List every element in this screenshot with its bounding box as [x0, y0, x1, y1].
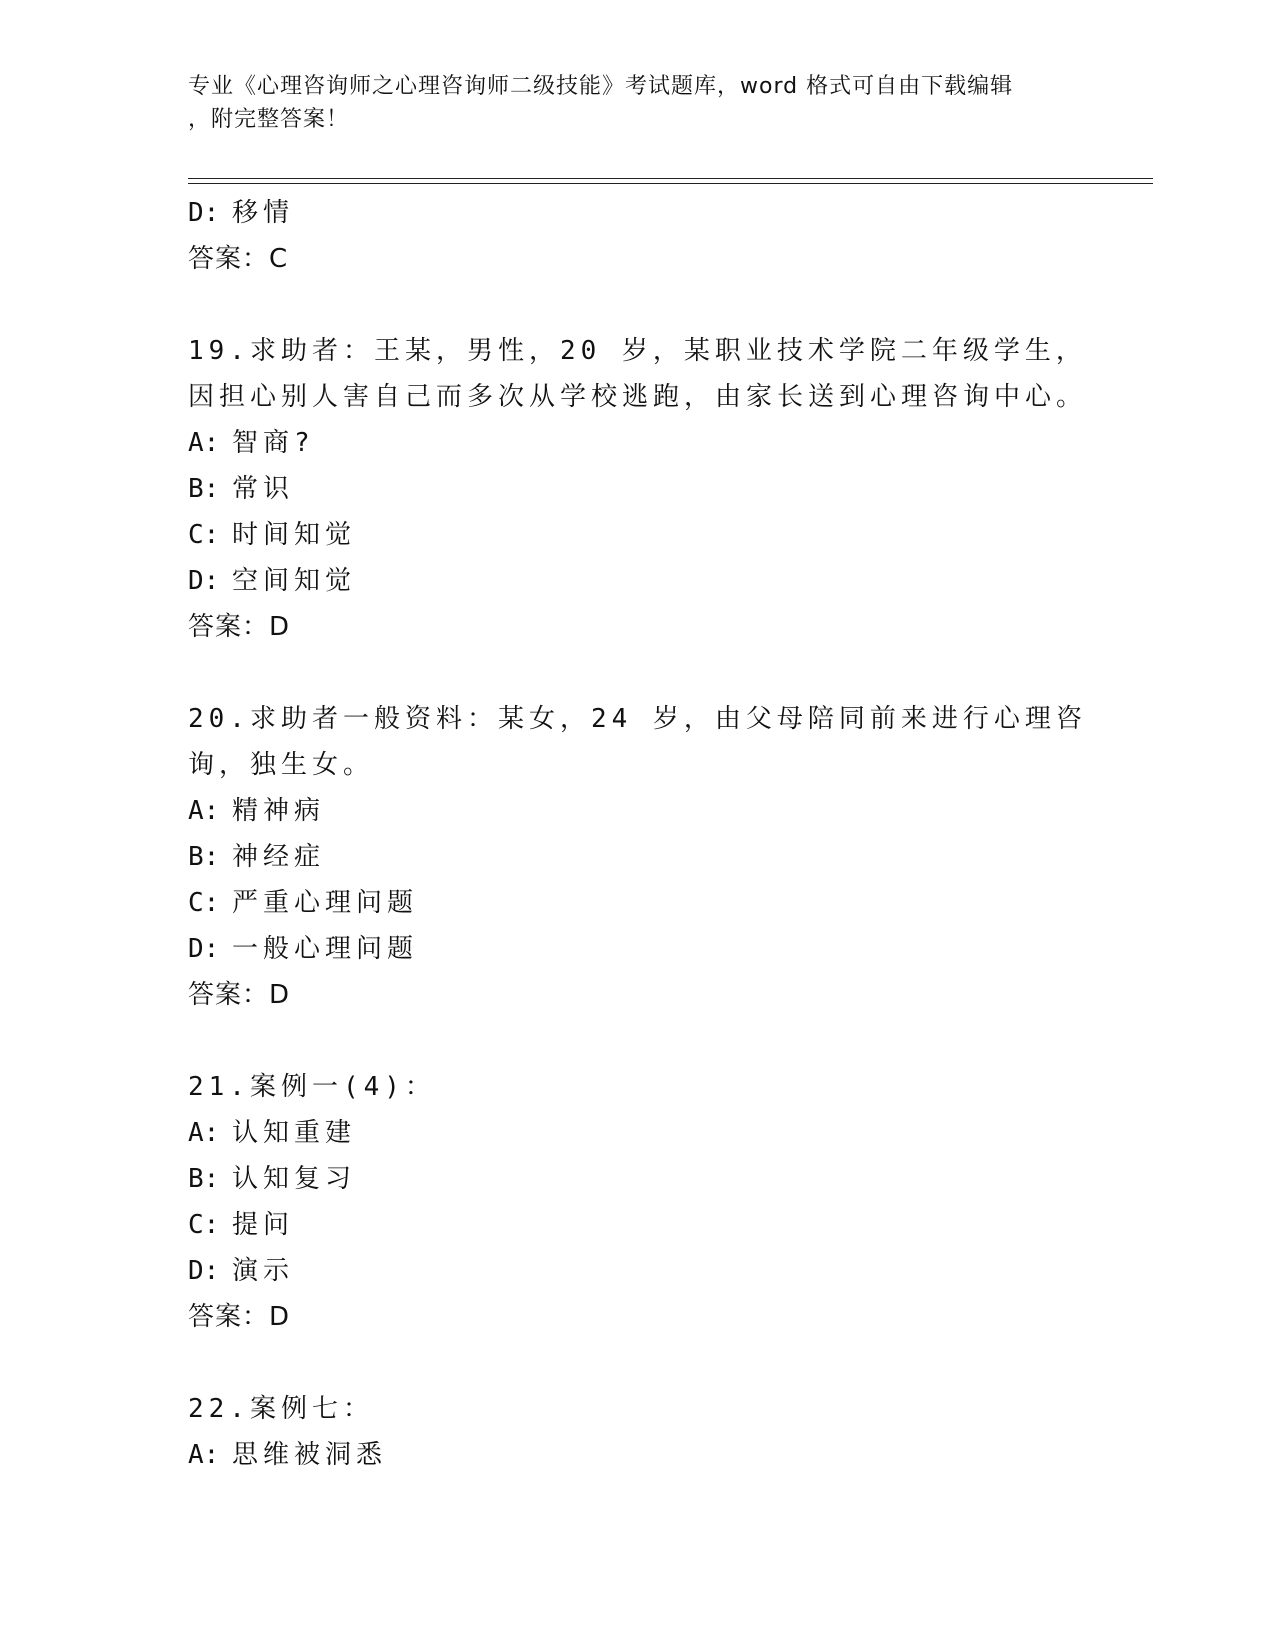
option-d: D: 空间知觉: [188, 566, 357, 596]
option-c: C: 严重心理问题: [188, 888, 419, 918]
answer-line: 答案：C: [188, 244, 289, 274]
header-rule-bottom: [188, 183, 1153, 184]
option-a: A: 智商?: [188, 428, 315, 458]
option-a: A: 精神病: [188, 796, 326, 826]
document-header: [188, 70, 1088, 136]
option-d: D: 移情: [188, 198, 295, 228]
question-stem-20: 20.求助者一般资料：某女，24 岁，由父母陪同前来进行心理咨询，独生女。: [188, 704, 1087, 780]
option-a: A: 思维被洞悉: [188, 1440, 388, 1470]
header-line-2: ，附完整答案！: [188, 107, 350, 132]
option-d: D: 演示: [188, 1256, 295, 1286]
answer-line: 答案：D: [188, 612, 291, 642]
option-d: D: 一般心理问题: [188, 934, 419, 964]
question-stem-22: 22.案例七：: [188, 1394, 374, 1424]
question-stem-19: 19.求助者：王某，男性，20 岁，某职业技术学院二年级学生，因担心别人害自己而多次从学校逃跑，由家长送到心理咨询中心。: [188, 336, 1088, 412]
question-stem-21: 21.案例一(4)：: [188, 1072, 436, 1102]
answer-line: 答案：D: [188, 1302, 291, 1332]
option-a: A: 认知重建: [188, 1118, 357, 1148]
option-b: B: 神经症: [188, 842, 326, 872]
document-body: [188, 190, 1088, 1478]
option-b: B: 常识: [188, 474, 295, 504]
header-line-1: 专业《心理咨询师之心理咨询师二级技能》考试题库，word 格式可自由下载编辑: [188, 74, 1014, 99]
answer-line: 答案：D: [188, 980, 291, 1010]
option-c: C: 提问: [188, 1210, 295, 1240]
header-rule-top: [188, 178, 1153, 179]
option-b: B: 认知复习: [188, 1164, 357, 1194]
option-c: C: 时间知觉: [188, 520, 357, 550]
